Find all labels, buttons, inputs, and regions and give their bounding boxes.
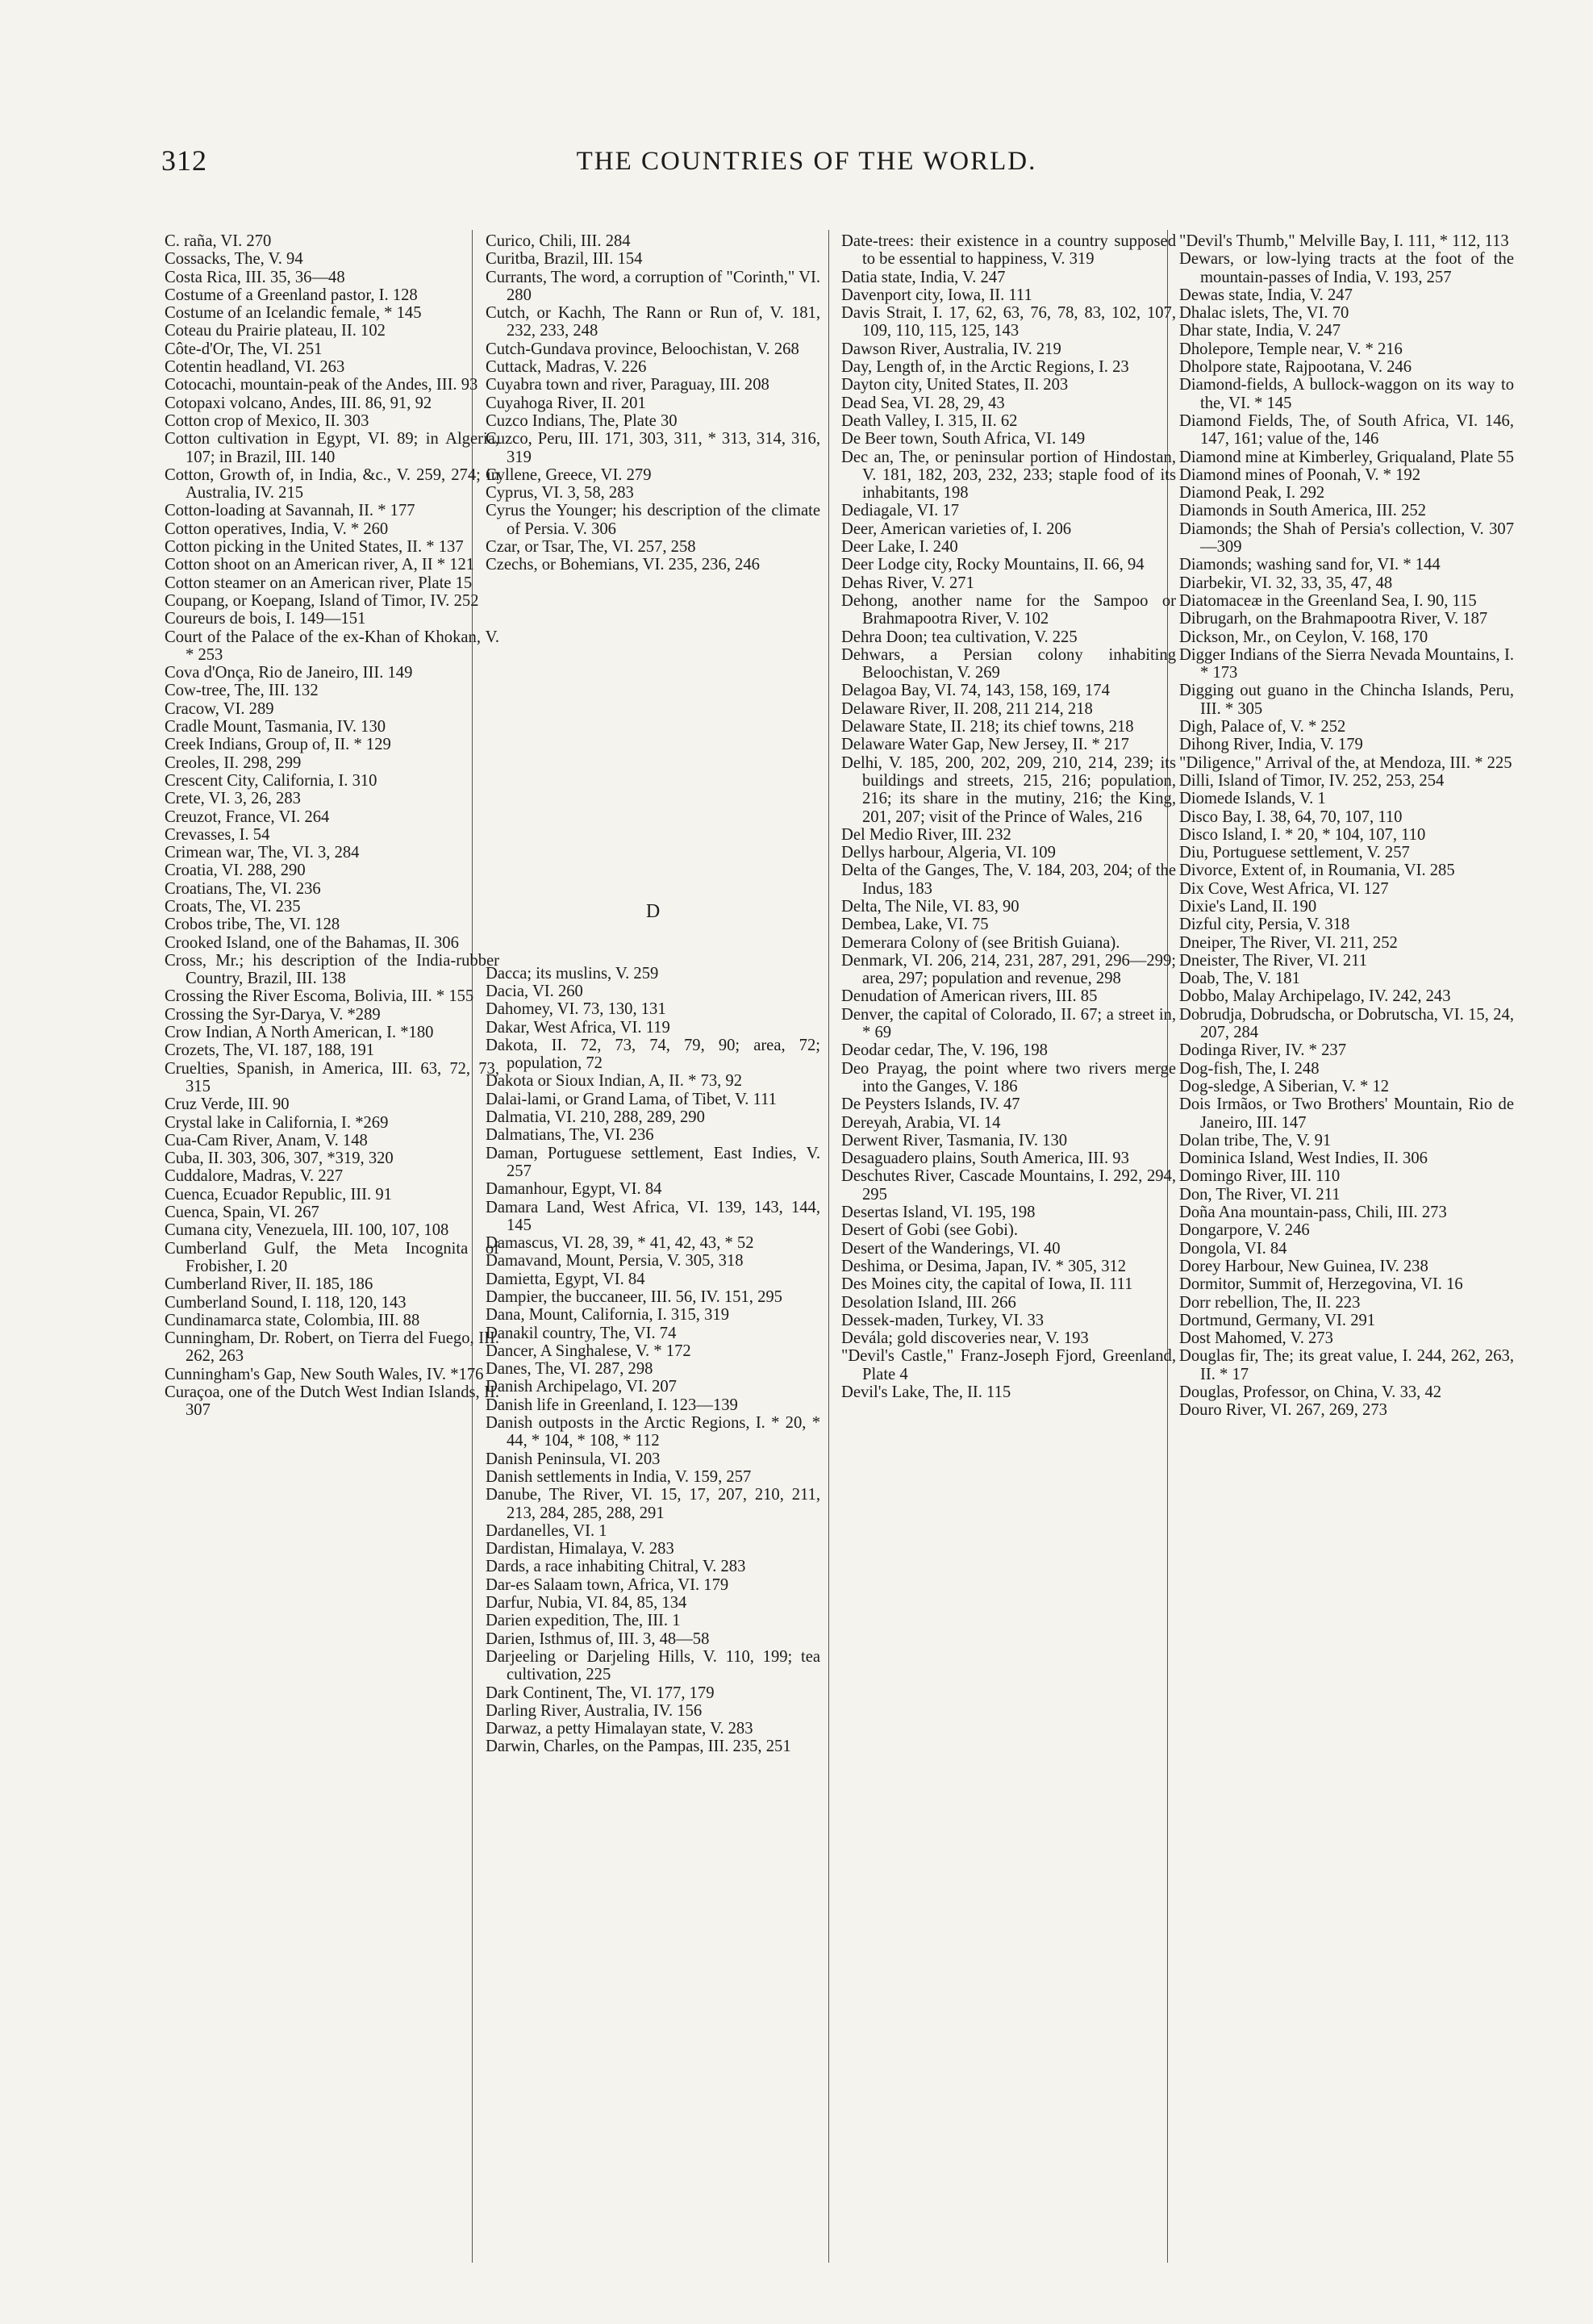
index-entry: Deer, American varieties of, I. 206 xyxy=(841,519,1072,538)
index-entry: Darwaz, a petty Himalayan state, V. 283 xyxy=(486,1720,753,1738)
index-entry: De Peysters Islands, IV. 47 xyxy=(841,1095,1020,1114)
index-entry: Desert of Gobi (see Gobi). xyxy=(841,1221,1019,1240)
index-entry: Desolation Island, III. 266 xyxy=(841,1293,1016,1312)
index-entry: Dacca; its muslins, V. 259 xyxy=(486,964,659,983)
index-entry: Domingo River, III. 110 xyxy=(1179,1167,1341,1186)
index-entry: Cotocachi, mountain-peak of the Andes, III. 93 xyxy=(165,376,478,394)
index-column-1 xyxy=(165,232,499,2265)
index-entry: Denmark, VI. 206, 214, 231, 287, 291, 296—299; area, 297; population and revenue, 298 xyxy=(841,951,1176,988)
index-entry: Cutch, or Kachh, The Rann or Run of, V. 181, 232, 233, 248 xyxy=(486,304,820,340)
index-entry: Cunningham, Dr. Robert, on Tierra del Fuego, III. 262, 263 xyxy=(165,1329,499,1366)
index-entry: Don, The River, VI. 211 xyxy=(1179,1185,1341,1204)
index-entry: Cova d'Onça, Rio de Janeiro, III. 149 xyxy=(165,664,413,682)
index-entry: Dec an, The, or peninsular portion of Hindostan, V. 181, 182, 203, 232, 233; staple food of its inhabitants, 198 xyxy=(841,448,1176,503)
index-entry: Cotton, Growth of, in India, &c., V. 259, 274; in Australia, IV. 215 xyxy=(165,465,499,503)
index-entry: Deschutes River, Cascade Mountains, I. 292, 294, 295 xyxy=(841,1167,1176,1204)
index-entry: Diamond mines of Poonah, V. * 192 xyxy=(1179,465,1420,484)
index-entry: Dembea, Lake, VI. 75 xyxy=(841,916,989,934)
index-entry: Date-trees: their existence in a country supposed to be essential to happiness, V. 319 xyxy=(841,232,1176,269)
index-entry: Coureurs de bois, I. 149—151 xyxy=(165,610,366,628)
index-entry: Dilli, Island of Timor, IV. 252, 253, 254 xyxy=(1179,771,1445,790)
index-entry: "Devil's Castle," Franz-Joseph Fjord, Greenland, Plate 4 xyxy=(841,1347,1176,1383)
index-entry: Dediagale, VI. 17 xyxy=(841,502,960,520)
index-entry: Douglas, Professor, on China, V. 33, 42 xyxy=(1179,1383,1442,1401)
index-entry: Danish life in Greenland, I. 123—139 xyxy=(486,1396,738,1414)
index-entry: Delagoa Bay, VI. 74, 143, 158, 169, 174 xyxy=(841,682,1110,700)
index-entry: Danish Archipelago, VI. 207 xyxy=(486,1378,677,1396)
index-entry: Cuenca, Spain, VI. 267 xyxy=(165,1204,319,1222)
index-entry: Darien expedition, The, III. 1 xyxy=(486,1612,681,1630)
index-entry: Dampier, the buccaneer, III. 56, IV. 151, 295 xyxy=(486,1287,782,1306)
spacer xyxy=(486,681,820,716)
index-entry: Delhi, V. 185, 200, 202, 209, 210, 214, 239; its buildings and streets, 215, 216; population, 216; its share in the mutiny, 216; the King, 201, 207; visit of the Prince of Wales, 216 xyxy=(841,753,1176,826)
index-entry: Cotton crop of Mexico, II. 303 xyxy=(165,411,369,430)
index-entry: Desertas Island, VI. 195, 198 xyxy=(841,1204,1036,1222)
index-entry: Dead Sea, VI. 28, 29, 43 xyxy=(841,394,1005,412)
index-entry: Death Valley, I. 315, II. 62 xyxy=(841,411,1018,430)
index-entry: Day, Length of, in the Arctic Regions, I. 23 xyxy=(841,358,1129,377)
index-entry: Darwin, Charles, on the Pampas, III. 235, 251 xyxy=(486,1738,791,1756)
index-entry: Cua-Cam River, Anam, V. 148 xyxy=(165,1131,368,1149)
index-entry: Dar-es Salaam town, Africa, VI. 179 xyxy=(486,1575,729,1594)
index-entry: Curico, Chili, III. 284 xyxy=(486,232,631,250)
index-entry: Dholpore state, Rajpootana, V. 246 xyxy=(1179,358,1412,377)
index-entry: Dobrudja, Dobrudscha, or Dobrutscha, VI. 15, 24, 207, 284 xyxy=(1179,1005,1514,1042)
spacer xyxy=(486,716,820,752)
index-entry: Dancer, A Singhalese, V. * 172 xyxy=(486,1341,691,1360)
index-entry: C. raña, VI. 270 xyxy=(165,232,272,250)
index-entry: Dneiper, The River, VI. 211, 252 xyxy=(1179,933,1398,952)
index-entry: Dois Irmãos, or Two Brothers' Mountain, Rio de Janeiro, III. 147 xyxy=(1179,1095,1514,1132)
spacer xyxy=(486,929,820,965)
index-entry: Coupang, or Koepang, Island of Timor, IV. 252 xyxy=(165,591,479,610)
index-entry: Dorr rebellion, The, II. 223 xyxy=(1179,1293,1361,1312)
index-entry: Dog-fish, The, I. 248 xyxy=(1179,1059,1320,1078)
index-entry: Dayton city, United States, II. 203 xyxy=(841,376,1069,394)
index-entry: Danube, The River, VI. 15, 17, 207, 210, 211, 213, 284, 285, 288, 291 xyxy=(486,1486,820,1522)
index-entry: Dakota or Sioux Indian, A, II. * 73, 92 xyxy=(486,1072,743,1091)
index-entry: Cruz Verde, III. 90 xyxy=(165,1095,290,1114)
index-entry: Cumberland River, II. 185, 186 xyxy=(165,1275,373,1294)
index-entry: Deer Lodge city, Rocky Mountains, II. 66, 94 xyxy=(841,556,1145,574)
index-entry: Crobos tribe, The, VI. 128 xyxy=(165,916,340,934)
index-entry: Curitba, Brazil, III. 154 xyxy=(486,250,643,269)
index-entry: Costume of a Greenland pastor, I. 128 xyxy=(165,286,418,304)
index-entry: Creoles, II. 298, 299 xyxy=(165,753,302,772)
index-entry: Cuyahoga River, II. 201 xyxy=(486,394,646,412)
index-entry: Delaware Water Gap, New Jersey, II. * 217 xyxy=(841,736,1129,754)
index-entry: Crozets, The, VI. 187, 188, 191 xyxy=(165,1041,375,1060)
index-entry: Côte-d'Or, The, VI. 251 xyxy=(165,340,323,358)
index-entry: Cuenca, Ecuador Republic, III. 91 xyxy=(165,1185,392,1204)
index-entry: Delta, The Nile, VI. 83, 90 xyxy=(841,897,1020,916)
index-entry: Diu, Portuguese settlement, V. 257 xyxy=(1179,844,1410,862)
index-entry: Diamonds; the Shah of Persia's collection, V. 307—309 xyxy=(1179,519,1514,557)
index-entry: Dominica Island, West Indies, II. 306 xyxy=(1179,1149,1428,1168)
index-entry: Davenport city, Iowa, II. 111 xyxy=(841,286,1032,304)
index-entry: Czar, or Tsar, The, VI. 257, 258 xyxy=(486,538,696,557)
index-entry: Delta of the Ganges, The, V. 184, 203, 204; of the Indus, 183 xyxy=(841,862,1176,898)
index-entry: Croatia, VI. 288, 290 xyxy=(165,862,306,880)
index-entry: Diamond-fields, A bullock-waggon on its way to the, VI. * 145 xyxy=(1179,376,1514,412)
index-entry: De Beer town, South Africa, VI. 149 xyxy=(841,430,1086,449)
index-entry: Dewas state, India, V. 247 xyxy=(1179,286,1353,304)
index-entry: Cossacks, The, V. 94 xyxy=(165,250,303,269)
index-entry: Danish settlements in India, V. 159, 257 xyxy=(486,1467,752,1486)
index-entry: Dewars, or low-lying tracts at the foot of the mountain-passes of India, V. 193, 257 xyxy=(1179,250,1514,286)
index-entry: Digh, Palace of, V. * 252 xyxy=(1179,718,1346,736)
index-entry: Diatomaceæ in the Greenland Sea, I. 90, 115 xyxy=(1179,591,1477,610)
index-entry: Demerara Colony of (see British Guiana). xyxy=(841,933,1120,952)
index-entry: Curaçoa, one of the Dutch West Indian Islands, II. 307 xyxy=(165,1383,499,1420)
index-entry: Datia state, India, V. 247 xyxy=(841,268,1006,286)
index-entry: Digger Indians of the Sierra Nevada Mountains, I. * 173 xyxy=(1179,645,1514,682)
index-entry: Deer Lake, I. 240 xyxy=(841,538,958,557)
index-entry: Danakil country, The, VI. 74 xyxy=(486,1324,677,1342)
index-entry: Dholepore, Temple near, V. * 216 xyxy=(1179,340,1403,358)
index-entry: Dolan tribe, The, V. 91 xyxy=(1179,1131,1332,1149)
spacer xyxy=(486,752,820,787)
spacer xyxy=(486,858,820,894)
spacer xyxy=(486,610,820,645)
index-entry: Coteau du Prairie plateau, II. 102 xyxy=(165,322,386,340)
spacer xyxy=(486,787,820,823)
index-column-3 xyxy=(841,232,1176,2265)
index-entry: Cutch-Gundava province, Beloochistan, V. 268 xyxy=(486,340,799,358)
index-entry: Denver, the capital of Colorado, II. 67; a street in, * 69 xyxy=(841,1005,1176,1042)
index-entry: Dehas River, V. 271 xyxy=(841,574,974,592)
index-entry: Dickson, Mr., on Ceylon, V. 168, 170 xyxy=(1179,628,1428,646)
index-entry: Cotton shoot on an American river, A, II * 121 xyxy=(165,556,475,574)
index-entry: Doña Ana mountain-pass, Chili, III. 273 xyxy=(1179,1204,1447,1222)
page-number: 312 xyxy=(161,144,207,177)
index-entry: Dakota, II. 72, 73, 74, 79, 90; area, 72; population, 72 xyxy=(486,1036,820,1073)
index-entry: Daman, Portuguese settlement, East Indies, V. 257 xyxy=(486,1144,820,1180)
index-entry: Court of the Palace of the ex-Khan of Khokan, V. * 253 xyxy=(165,628,499,664)
index-entry: Croats, The, VI. 235 xyxy=(165,897,301,916)
index-entry: Disco Island, I. * 20, * 104, 107, 110 xyxy=(1179,825,1426,844)
index-entry: Cuzco, Peru, III. 171, 303, 311, * 313, 314, 316, 319 xyxy=(486,430,820,466)
index-entry: Doab, The, V. 181 xyxy=(1179,970,1300,988)
column-rule xyxy=(828,230,829,2263)
index-entry: Cotton cultivation in Egypt, VI. 89; in Algeria, 107; in Brazil, III. 140 xyxy=(165,430,499,466)
index-entry: Dodinga River, IV. * 237 xyxy=(1179,1041,1347,1060)
index-entry: Damanhour, Egypt, VI. 84 xyxy=(486,1180,662,1199)
index-entry: Des Moines city, the capital of Iowa, II. 111 xyxy=(841,1275,1133,1294)
index-entry: Cuba, II. 303, 306, 307, *319, 320 xyxy=(165,1149,394,1168)
index-entry: Dehwars, a Persian colony inhabiting Beloochistan, V. 269 xyxy=(841,645,1176,682)
spacer xyxy=(486,823,820,858)
index-entry: Dacia, VI. 260 xyxy=(486,982,583,1000)
index-entry: Currants, The word, a corruption of "Corinth," VI. 280 xyxy=(486,268,820,304)
index-entry: Dards, a race inhabiting Chitral, V. 283 xyxy=(486,1558,746,1576)
index-entry: Dhar state, India, V. 247 xyxy=(1179,322,1341,340)
index-entry: Danes, The, VI. 287, 298 xyxy=(486,1360,653,1379)
index-entry: Cotton operatives, India, V. * 260 xyxy=(165,519,389,538)
index-entry: Darien, Isthmus of, III. 3, 48—58 xyxy=(486,1629,710,1648)
index-entry: Douglas fir, The; its great value, I. 244, 262, 263, II. * 17 xyxy=(1179,1347,1514,1383)
index-entry: Dorey Harbour, New Guinea, IV. 238 xyxy=(1179,1257,1428,1275)
index-entry: Dellys harbour, Algeria, VI. 109 xyxy=(841,844,1056,862)
index-entry: Dardistan, Himalaya, V. 283 xyxy=(486,1540,674,1558)
index-entry: Dongarpore, V. 246 xyxy=(1179,1221,1310,1240)
index-entry: Cumberland Sound, I. 118, 120, 143 xyxy=(165,1293,407,1312)
index-entry: Damavand, Mount, Persia, V. 305, 318 xyxy=(486,1252,744,1270)
index-entry: Crossing the River Escoma, Bolivia, III. * 155 xyxy=(165,987,474,1006)
index-entry: Dobbo, Malay Archipelago, IV. 242, 243 xyxy=(1179,987,1451,1006)
index-entry: Del Medio River, III. 232 xyxy=(841,825,1011,844)
index-entry: Derwent River, Tasmania, IV. 130 xyxy=(841,1131,1068,1149)
spacer xyxy=(486,574,820,610)
index-entry: Dalmatians, The, VI. 236 xyxy=(486,1126,654,1145)
index-entry: Dehra Doon; tea cultivation, V. 225 xyxy=(841,628,1078,646)
index-entry: Cyprus, VI. 3, 58, 283 xyxy=(486,484,634,503)
index-entry: Desert of the Wanderings, VI. 40 xyxy=(841,1239,1061,1258)
index-entry: Cotton-loading at Savannah, II. * 177 xyxy=(165,502,415,520)
index-entry: Dix Cove, West Africa, VI. 127 xyxy=(1179,879,1389,898)
index-entry: Cruelties, Spanish, in America, III. 63, 72, 73, 315 xyxy=(165,1059,499,1095)
index-entry: Cow-tree, The, III. 132 xyxy=(165,682,319,700)
index-entry: Cotopaxi volcano, Andes, III. 86, 91, 92 xyxy=(165,394,432,412)
index-entry: Cumberland Gulf, the Meta Incognita of Frobisher, I. 20 xyxy=(165,1239,499,1275)
index-entry: Dawson River, Australia, IV. 219 xyxy=(841,340,1061,358)
index-entry: Cotton steamer on an American river, Plate 15 xyxy=(165,574,473,592)
index-entry: Desaguadero plains, South America, III. 93 xyxy=(841,1149,1129,1168)
index-entry: Dahomey, VI. 73, 130, 131 xyxy=(486,1000,666,1019)
index-entry: Croatians, The, VI. 236 xyxy=(165,879,321,898)
index-entry: Cyrus the Younger; his description of the climate of Persia. V. 306 xyxy=(486,502,820,538)
index-entry: Crescent City, California, I. 310 xyxy=(165,771,377,790)
index-entry: Costume of an Icelandic female, * 145 xyxy=(165,304,422,323)
index-entry: Crossing the Syr-Darya, V. *289 xyxy=(165,1005,381,1024)
index-entry: Creuzot, France, VI. 264 xyxy=(165,807,330,826)
index-entry: Danish Peninsula, VI. 203 xyxy=(486,1450,661,1468)
index-entry: "Diligence," Arrival of the, at Mendoza, III. * 225 xyxy=(1179,753,1512,772)
index-entry: Cross, Mr.; his description of the India-rubber Country, Brazil, III. 138 xyxy=(165,951,499,988)
index-entry: Dizful city, Persia, V. 318 xyxy=(1179,916,1350,934)
index-entry: Cotentin headland, VI. 263 xyxy=(165,358,345,377)
index-entry: Crow Indian, A North American, I. *180 xyxy=(165,1024,434,1042)
index-entry: Dardanelles, VI. 1 xyxy=(486,1521,607,1540)
index-entry: Crevasses, I. 54 xyxy=(165,825,270,844)
index-entry: Cuddalore, Madras, V. 227 xyxy=(165,1167,344,1186)
section-letter: D xyxy=(645,900,661,922)
index-entry: Cumana city, Venezuela, III. 100, 107, 108 xyxy=(165,1221,449,1240)
index-entry: Cuttack, Madras, V. 226 xyxy=(486,358,647,377)
index-entry: Cuyabra town and river, Paraguay, III. 208 xyxy=(486,376,769,394)
index-entry: Cyllene, Greece, VI. 279 xyxy=(486,465,652,484)
running-title: THE COUNTRIES OF THE WORLD. xyxy=(576,147,1037,176)
index-entry: Diamond mine at Kimberley, Griqualand, Plate 55 xyxy=(1179,448,1514,466)
index-entry: Cuzco Indians, The, Plate 30 xyxy=(486,411,678,430)
index-entry: Disco Bay, I. 38, 64, 70, 107, 110 xyxy=(1179,807,1403,826)
index-entry: Czechs, or Bohemians, VI. 235, 236, 246 xyxy=(486,556,760,574)
index-entry: Douro River, VI. 267, 269, 273 xyxy=(1179,1401,1387,1420)
index-entry: Dana, Mount, California, I. 315, 319 xyxy=(486,1306,729,1325)
index-column-4 xyxy=(1179,232,1514,2265)
index-entry: Crystal lake in California, I. *269 xyxy=(165,1113,389,1132)
index-entry: Dereyah, Arabia, VI. 14 xyxy=(841,1113,1001,1132)
index-entry: Darjeeling or Darjeling Hills, V. 110, 199; tea cultivation, 225 xyxy=(486,1647,820,1684)
index-entry: Devil's Lake, The, II. 115 xyxy=(841,1383,1011,1401)
index-entry: Digging out guano in the Chincha Islands, Peru, III. * 305 xyxy=(1179,682,1514,718)
index-entry: Diamonds in South America, III. 252 xyxy=(1179,502,1426,520)
index-entry: Diamonds; washing sand for, VI. * 144 xyxy=(1179,556,1441,574)
index-entry: Divorce, Extent of, in Roumania, VI. 285 xyxy=(1179,862,1455,880)
index-entry: Damietta, Egypt, VI. 84 xyxy=(486,1270,645,1288)
index-entry: Dalai-lami, or Grand Lama, of Tibet, V. 111 xyxy=(486,1090,777,1108)
index-entry: Dortmund, Germany, VI. 291 xyxy=(1179,1311,1376,1329)
index-entry: Dormitor, Summit of, Herzegovina, VI. 16 xyxy=(1179,1275,1463,1294)
index-entry: Dakar, West Africa, VI. 119 xyxy=(486,1018,670,1037)
spacer xyxy=(486,645,820,681)
index-entry: Dibrugarh, on the Brahmapootra River, V. 187 xyxy=(1179,610,1488,628)
index-entry: Dalmatia, VI. 210, 288, 289, 290 xyxy=(486,1108,705,1127)
index-entry: Denudation of American rivers, III. 85 xyxy=(841,987,1098,1006)
index-entry: Delaware State, II. 218; its chief towns, 218 xyxy=(841,718,1134,736)
page-header xyxy=(161,144,1452,184)
index-entry: Crooked Island, one of the Bahamas, II. 306 xyxy=(165,933,459,952)
index-entry: Dongola, VI. 84 xyxy=(1179,1239,1287,1258)
index-entry: Diamond Fields, The, of South Africa, VI. 146, 147, 161; value of the, 146 xyxy=(1179,411,1514,449)
index-entry: Dihong River, India, V. 179 xyxy=(1179,736,1363,754)
index-entry: Deo Prayag, the point where two rivers merge into the Ganges, V. 186 xyxy=(841,1059,1176,1095)
index-entry: Diamond Peak, I. 292 xyxy=(1179,484,1325,503)
index-entry: Dost Mahomed, V. 273 xyxy=(1179,1329,1333,1348)
index-entry: Delaware River, II. 208, 211 214, 218 xyxy=(841,699,1093,718)
index-entry: Devála; gold discoveries near, V. 193 xyxy=(841,1329,1089,1348)
index-entry: Davis Strait, I. 17, 62, 63, 76, 78, 83, 102, 107, 109, 110, 115, 125, 143 xyxy=(841,304,1176,340)
index-entry: "Devil's Thumb," Melville Bay, I. 111, * 112, 113 xyxy=(1179,232,1509,250)
index-entry: Cotton picking in the United States, II. * 137 xyxy=(165,538,464,557)
index-entry: Damara Land, West Africa, VI. 139, 143, 144, 145 xyxy=(486,1198,820,1234)
index-entry: Cracow, VI. 289 xyxy=(165,699,274,718)
index-entry: Diarbekir, VI. 32, 33, 35, 47, 48 xyxy=(1179,574,1393,592)
index-entry: Dhalac islets, The, VI. 70 xyxy=(1179,304,1349,323)
index-entry: Dog-sledge, A Siberian, V. * 12 xyxy=(1179,1077,1390,1095)
index-entry: Crete, VI. 3, 26, 283 xyxy=(165,790,301,808)
index-entry: Dneister, The River, VI. 211 xyxy=(1179,951,1368,970)
index-entry: Cunningham's Gap, New South Wales, IV. *176 xyxy=(165,1365,484,1383)
index-entry: Costa Rica, III. 35, 36—48 xyxy=(165,268,345,286)
index-entry: Dark Continent, The, VI. 177, 179 xyxy=(486,1684,715,1702)
index-entry: Cundinamarca state, Colombia, III. 88 xyxy=(165,1311,420,1329)
index-entry: Dixie's Land, II. 190 xyxy=(1179,897,1317,916)
index-entry: Deshima, or Desima, Japan, IV. * 305, 312 xyxy=(841,1257,1127,1275)
index-entry: Damascus, VI. 28, 39, * 41, 42, 43, * 52 xyxy=(486,1234,754,1253)
index-entry: Danish outposts in the Arctic Regions, I. * 20, * 44, * 104, * 108, * 112 xyxy=(486,1414,820,1450)
index-entry: Creek Indians, Group of, II. * 129 xyxy=(165,736,391,754)
index-entry: Dessek-maden, Turkey, VI. 33 xyxy=(841,1311,1045,1329)
index-entry: Crimean war, The, VI. 3, 284 xyxy=(165,844,360,862)
index-entry: Deodar cedar, The, V. 196, 198 xyxy=(841,1041,1048,1060)
index-entry: Cradle Mount, Tasmania, IV. 130 xyxy=(165,718,386,736)
index-entry: Darling River, Australia, IV. 156 xyxy=(486,1701,703,1720)
index-entry: Diomede Islands, V. 1 xyxy=(1179,790,1326,808)
index-entry: Darfur, Nubia, VI. 84, 85, 134 xyxy=(486,1594,687,1613)
index-column-2 xyxy=(486,232,820,2265)
index-entry: Dehong, another name for the Sampoo or Brahmapootra River, V. 102 xyxy=(841,591,1176,628)
